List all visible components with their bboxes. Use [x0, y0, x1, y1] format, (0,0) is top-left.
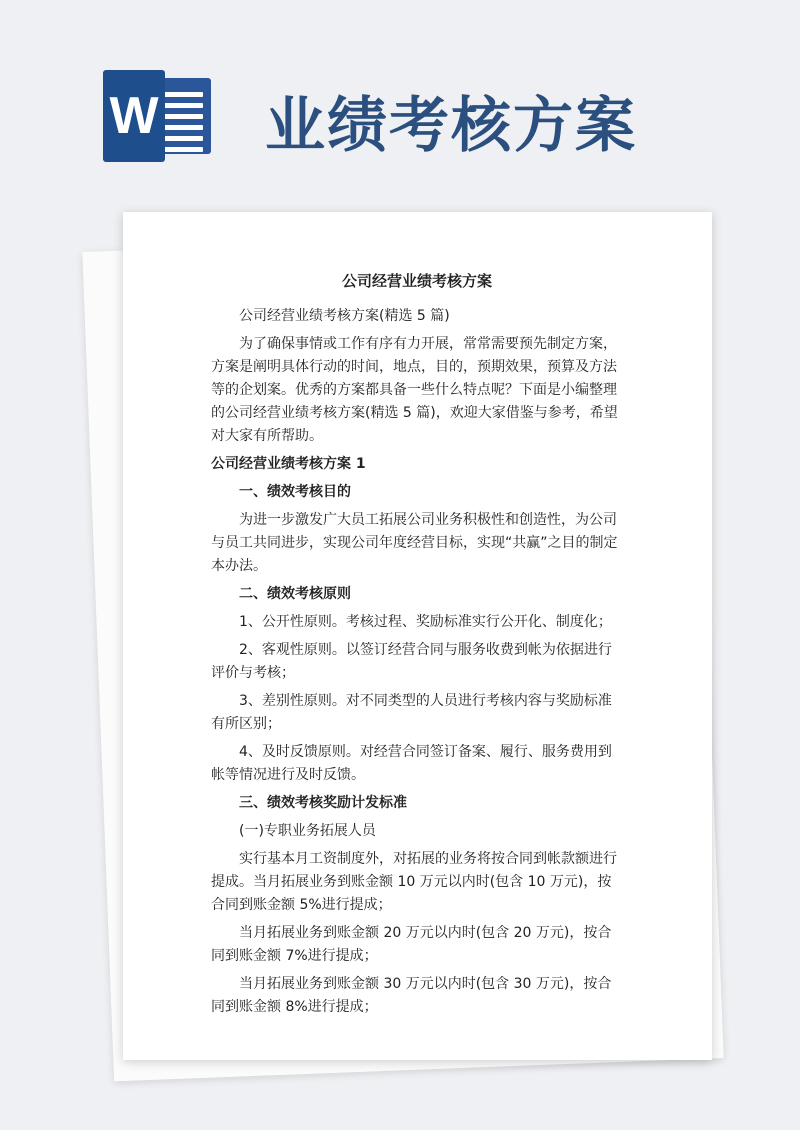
- subsection-heading: 一、绩效考核目的: [239, 484, 351, 500]
- document-content: [211, 270, 623, 1024]
- doc-subtitle: 公司经营业绩考核方案(精选 5 篇): [239, 308, 450, 324]
- word-document-icon: [103, 70, 213, 160]
- doc-paragraph: 实行基本月工资制度外，对拓展的业务将按合同到帐款额进行提成。当月拓展业务到账金额 10 万元以内时(包含 10 万元)，按合同到账金额 5%进行提成；: [211, 851, 617, 913]
- subsection-heading: 二、绩效考核原则: [239, 586, 351, 602]
- word-icon-lines: [161, 92, 203, 158]
- doc-paragraph: 为进一步激发广大员工拓展公司业务积极性和创造性，为公司与员工共同进步，实现公司年度经营目标，实现“共赢”之目的制定本办法。: [211, 512, 618, 574]
- doc-paragraph: 4、及时反馈原则。对经营合同签订备案、履行、服务费用到帐等情况进行及时反馈。: [211, 744, 612, 783]
- subsection-heading: 三、绩效考核奖励计发标准: [239, 795, 407, 811]
- word-icon-letter: W: [103, 70, 165, 162]
- doc-paragraph: 当月拓展业务到账金额 20 万元以内时(包含 20 万元)，按合同到账金额 7%进行提成；: [211, 925, 612, 964]
- header-banner: [0, 0, 800, 200]
- document-page: [123, 212, 712, 1060]
- page-title: 业绩考核方案: [265, 91, 637, 161]
- doc-paragraph: 当月拓展业务到账金额 30 万元以内时(包含 30 万元)，按合同到账金额 8%进行提成；: [211, 976, 612, 1015]
- doc-intro-paragraph: 为了确保事情或工作有序有力开展，常常需要预先制定方案，方案是阐明具体行动的时间，地点，目的，预期效果，预算及方法等的企划案。优秀的方案都具备一些什么特点呢？下面是小编整理的公司经营业绩考核方案(精选 5 篇)，欢迎大家借鉴与参考，希望对大家有所帮助。: [211, 336, 618, 444]
- doc-paragraph: 2、客观性原则。以签订经营合同与服务收费到帐为依据进行评价与考核；: [211, 642, 612, 681]
- document-title: 公司经营业绩考核方案: [341, 272, 492, 290]
- doc-paragraph: (一)专职业务拓展人员: [239, 823, 376, 839]
- doc-paragraph: 3、差别性原则。对不同类型的人员进行考核内容与奖励标准有所区别；: [211, 693, 612, 732]
- doc-paragraph: 1、公开性原则。考核过程、奖励标准实行公开化、制度化；: [239, 614, 612, 630]
- section-heading: 公司经营业绩考核方案 1: [211, 456, 366, 472]
